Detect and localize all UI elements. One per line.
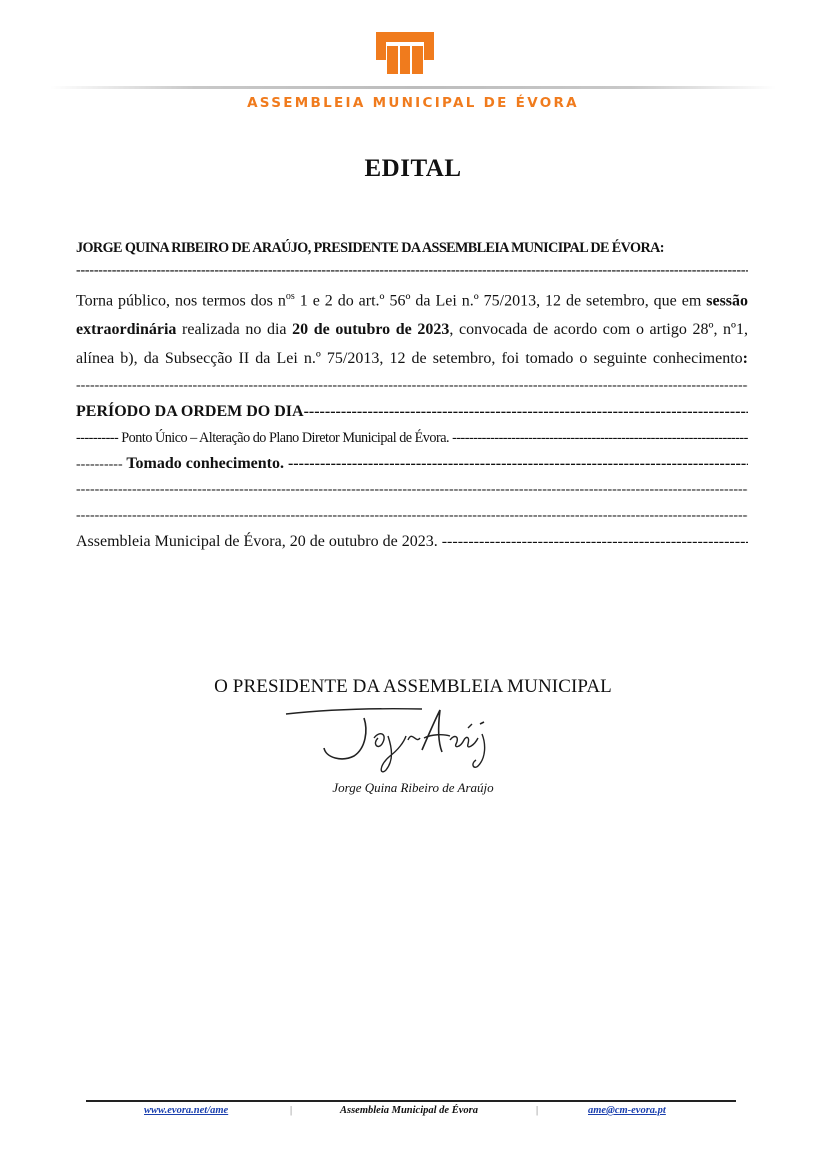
website-link[interactable]: www.evora.net/ame — [144, 1105, 229, 1116]
signatory-name: Jorge Quina Ribeiro de Araújo — [332, 780, 494, 795]
footer-org-name: Assembleia Municipal de Évora — [340, 1105, 478, 1116]
paragraph-line-1: Torna público, nos termos dos $n^{os}$ 1 e 2 do art.º 56º da Lei n.º 75/2013, 12 de setembro, que em sessão — [76, 291, 749, 310]
dash-separator — [76, 477, 748, 503]
email-link[interactable]: ame@cm-evora.pt — [588, 1105, 666, 1116]
footer-separator: | — [536, 1105, 539, 1116]
page-header — [0, 0, 826, 120]
handwritten-signature — [282, 700, 514, 780]
document-body — [76, 236, 748, 555]
header-divider — [50, 86, 776, 89]
edital-paragraph — [76, 282, 748, 373]
dash-separator — [76, 373, 748, 399]
org-name: ASSEMBLEIA MUNICIPAL DE ÉVORA — [247, 95, 579, 111]
assembleia-columns-logo — [376, 32, 434, 74]
document-title: EDITAL — [364, 155, 462, 182]
closing-line: Assembleia Municipal de Évora, 20 de outubro de 2023. ----- — [76, 529, 748, 555]
dash-separator — [76, 503, 748, 529]
heading: JORGE QUINA RIBEIRO DE ARAÚJO, PRESIDENTE DA ASSEMBLEIA MUNICIPAL DE ÉVORA: — [76, 240, 664, 256]
footer-divider — [86, 1100, 736, 1102]
paragraph-line-2: extraordinária realizada no dia 20 de outubro de 2023, convocada de acordo com o artigo 28º, nº1, — [76, 321, 748, 339]
dash-separator — [76, 260, 748, 282]
page-footer — [86, 1105, 736, 1121]
signature-title: O PRESIDENTE DA ASSEMBLEIA MUNICIPAL — [214, 676, 612, 697]
tomado-conhecimento-line: ---------- Tomado conhecimento. ----- — [76, 451, 748, 477]
ponto-unico-line: ---------- Ponto Único – Alteração do Plano Diretor Municipal de Évora. ----- — [76, 425, 748, 451]
paragraph-line-3: alínea b), da Subsecção II da Lei n.º 75/2013, 12 de setembro, foi tomado o seguinte conhecimento: — [76, 350, 748, 368]
footer-separator: | — [290, 1105, 293, 1116]
ordem-do-dia-line: PERÍODO DA ORDEM DO DIA ----- — [76, 399, 748, 425]
